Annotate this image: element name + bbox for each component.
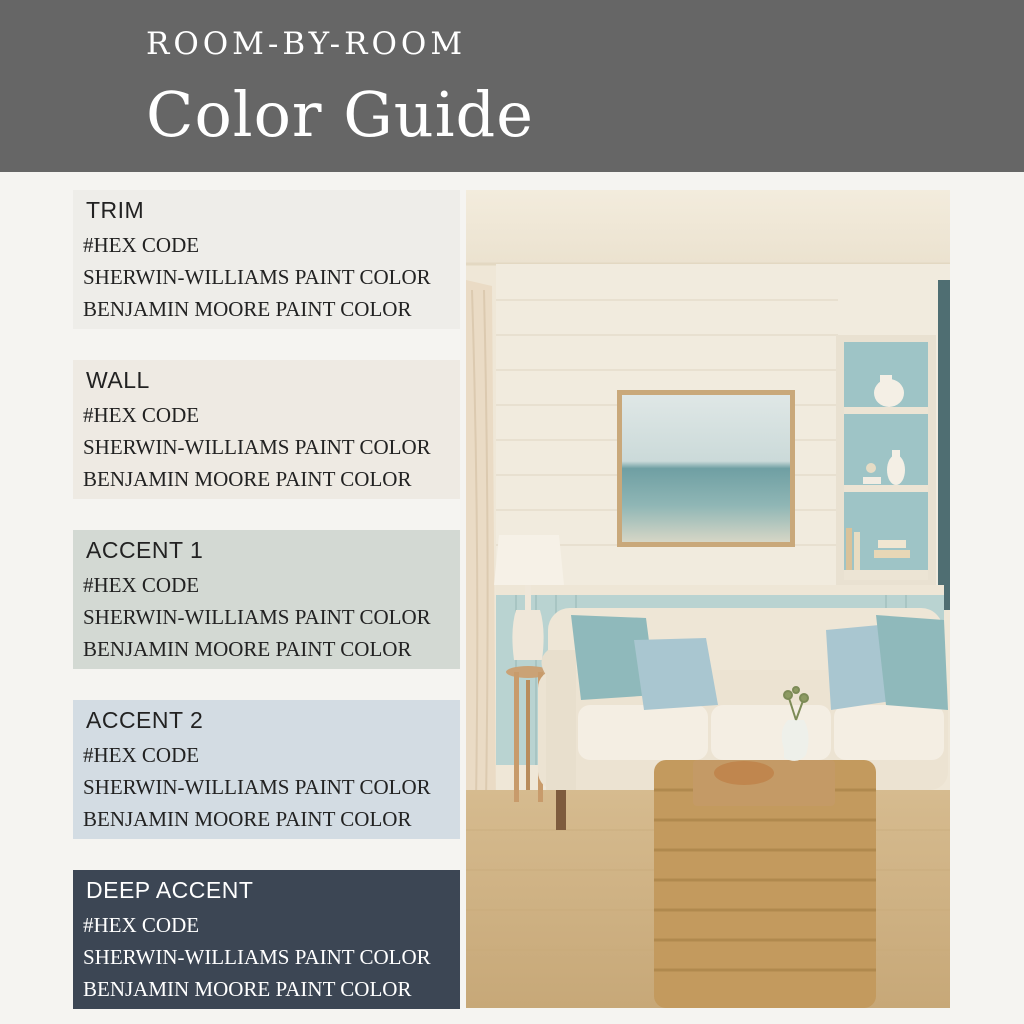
swatch-benjamin-moore-label: BENJAMIN MOORE PAINT COLOR (83, 807, 412, 831)
living-room-photo (466, 190, 950, 1008)
swatch-hex-label: #HEX CODE (83, 233, 200, 257)
header-banner (0, 0, 1024, 172)
swatch-benjamin-moore-label: BENJAMIN MOORE PAINT COLOR (83, 637, 412, 661)
swatch-deep-accent (73, 870, 460, 1009)
swatch-name: DEEP ACCENT (86, 877, 254, 903)
swatch-sherwin-williams-label: SHERWIN-WILLIAMS PAINT COLOR (83, 435, 431, 459)
swatch-sherwin-williams-label: SHERWIN-WILLIAMS PAINT COLOR (83, 775, 431, 799)
swatch-hex-label: #HEX CODE (83, 743, 200, 767)
swatch-benjamin-moore-label: BENJAMIN MOORE PAINT COLOR (83, 977, 412, 1001)
swatch-sherwin-williams-label: SHERWIN-WILLIAMS PAINT COLOR (83, 945, 431, 969)
swatch-benjamin-moore-label: BENJAMIN MOORE PAINT COLOR (83, 297, 412, 321)
swatch-hex-label: #HEX CODE (83, 403, 200, 427)
swatch-sherwin-williams-label: SHERWIN-WILLIAMS PAINT COLOR (83, 265, 431, 289)
swatch-wall (73, 360, 460, 499)
header-eyebrow: ROOM-BY-ROOM (146, 26, 467, 62)
swatch-hex-label: #HEX CODE (83, 913, 200, 937)
swatch-name: ACCENT 1 (86, 537, 204, 563)
living-room-illustration (466, 190, 950, 1008)
swatch-accent-1 (73, 530, 460, 669)
swatch-trim (73, 190, 460, 329)
page-title: Color Guide (146, 78, 534, 151)
swatch-name: WALL (86, 367, 150, 393)
swatch-name: ACCENT 2 (86, 707, 204, 733)
swatch-hex-label: #HEX CODE (83, 573, 200, 597)
swatch-benjamin-moore-label: BENJAMIN MOORE PAINT COLOR (83, 467, 412, 491)
swatch-name: TRIM (86, 197, 145, 223)
swatch-sherwin-williams-label: SHERWIN-WILLIAMS PAINT COLOR (83, 605, 431, 629)
swatch-accent-2 (73, 700, 460, 839)
